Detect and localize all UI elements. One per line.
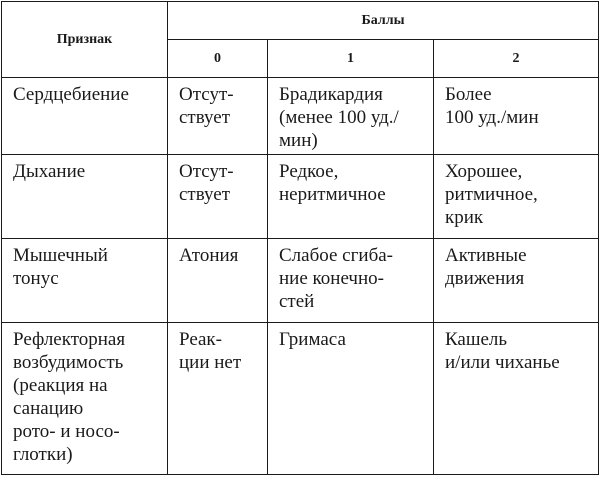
score-cell: Более 100 уд./мин bbox=[434, 78, 599, 155]
sign-cell bbox=[2, 239, 168, 323]
score-cell: Отсут- ствует bbox=[168, 155, 268, 239]
score-cell: Хорошее, ритмичное, крик bbox=[434, 155, 599, 239]
header-score-1: 1 bbox=[268, 40, 434, 78]
table-row bbox=[2, 239, 599, 323]
score-cell: Реак- ции нет bbox=[168, 323, 268, 475]
table-row bbox=[2, 155, 599, 239]
sign-heartbeat: Сердцебиение bbox=[13, 84, 129, 105]
score-cell: Активные движения bbox=[434, 239, 599, 323]
sign-cell bbox=[2, 323, 168, 475]
sign-cell bbox=[2, 155, 168, 239]
apgar-score-table bbox=[1, 1, 599, 475]
header-score-0: 0 bbox=[168, 40, 268, 78]
score-cell: Брадикардия (менее 100 уд./ мин) bbox=[268, 78, 434, 155]
table-row bbox=[2, 323, 599, 475]
score-cell: Кашель и/или чиханье bbox=[434, 323, 599, 475]
header-score-2: 2 bbox=[434, 40, 599, 78]
sign-muscle-tone: Мышечный тонус bbox=[13, 245, 108, 289]
sign-breathing: Дыхание bbox=[13, 161, 86, 182]
sign-cell bbox=[2, 78, 168, 155]
score-cell: Отсут- ствует bbox=[168, 78, 268, 155]
score-cell: Слабое сгиба- ние конечно- стей bbox=[268, 239, 434, 323]
header-points: Баллы bbox=[168, 2, 599, 40]
table-row bbox=[2, 78, 599, 155]
score-cell: Гримаса bbox=[268, 323, 434, 475]
sign-reflex-excitability: Рефлекторная возбудимость (реакция на санацию рото- и носо- глотки) bbox=[13, 329, 126, 465]
score-cell: Редкое, неритмичное bbox=[268, 155, 434, 239]
score-cell: Атония bbox=[168, 239, 268, 323]
header-sign: Признак bbox=[2, 2, 168, 78]
